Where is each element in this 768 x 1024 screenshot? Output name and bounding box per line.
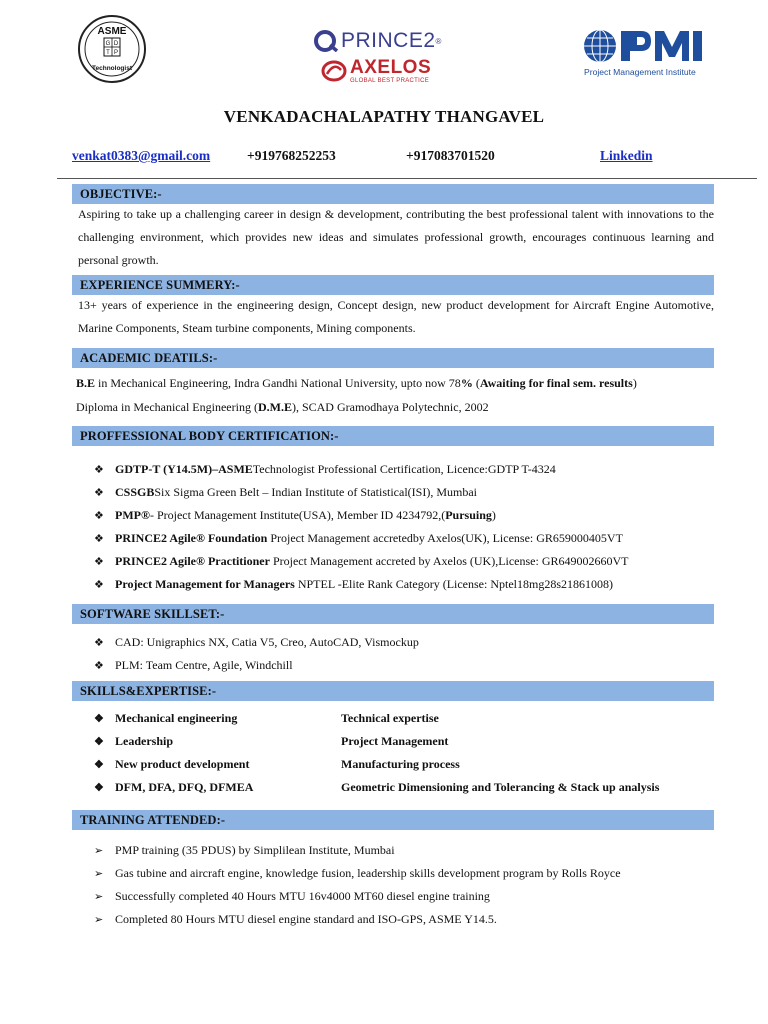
asme-logo: [77, 14, 147, 84]
list-item: [94, 462, 629, 485]
diamond-bullet-icon: ❖: [94, 782, 104, 794]
section-title: ACADEMIC DEATILS:-: [80, 351, 218, 365]
software-list: [94, 635, 419, 681]
software-item: CAD: Unigraphics NX, Catia V5, Creo, AutoCAD, Vismockup: [115, 635, 419, 649]
diamond-bullet-icon: ❖: [94, 510, 104, 522]
arrow-bullet-icon: ➢: [94, 868, 104, 880]
experience-text: 13+ years of experience in the engineering design, Concept design, new product development for Aircraft Engine Automotive, Marine Components, Steam turbine components, Mining components.: [78, 298, 714, 335]
section-title: TRAINING ATTENDED:-: [80, 813, 226, 827]
list-item: [94, 577, 629, 600]
diploma-rest: ), SCAD Gramodhaya Polytechnic, 2002: [291, 400, 489, 414]
diamond-bullet-icon: ❖: [94, 637, 104, 649]
arrow-bullet-icon: ➢: [94, 845, 104, 857]
cert-detail: Six Sigma Green Belt – Indian Institute of Statistical(ISI), Mumbai: [154, 485, 477, 499]
list-item: [94, 866, 621, 889]
list-item: [94, 485, 629, 508]
section-objective: [72, 184, 714, 204]
training-item: Successfully completed 40 Hours MTU 16v4000 MT60 diesel engine training: [115, 889, 490, 903]
skills-grid: [94, 711, 714, 803]
diamond-bullet-icon: ❖: [94, 464, 104, 476]
axelos-subtext: GLOBAL BEST PRACTICE: [350, 78, 430, 84]
diamond-bullet-icon: ❖: [94, 736, 104, 748]
skill-right: Project Management: [341, 734, 449, 748]
be-degree: B.E: [76, 376, 96, 390]
skill-left: Leadership: [115, 734, 174, 748]
cert-detail: NPTEL -Elite Rank Category (License: Nptel18mg28s21861008): [294, 577, 614, 591]
skill-right: Manufacturing process: [341, 757, 460, 771]
phone-primary: +919768252253: [247, 148, 336, 163]
section-certification: [72, 426, 714, 446]
section-software: [72, 604, 714, 624]
linkedin-link[interactable]: Linkedin: [600, 148, 653, 163]
axelos-logo: [321, 58, 431, 84]
diamond-bullet-icon: ❖: [94, 487, 104, 499]
cert-status: Pursuing: [445, 508, 492, 522]
training-item: Completed 80 Hours MTU diesel engine standard and ISO-GPS, ASME Y14.5.: [115, 912, 497, 926]
arrow-bullet-icon: ➢: [94, 914, 104, 926]
training-item: Gas tubine and aircraft engine, knowledge fusion, leadership skills development program by Rolls Royce: [115, 866, 621, 880]
be-percent: %: [460, 376, 473, 390]
asme-logo-g: G: [105, 41, 111, 47]
skills-row: [94, 711, 714, 734]
cert-detail: - Project Management Institute(USA), Member ID 4234792,(: [149, 508, 446, 522]
section-skills: [72, 681, 714, 701]
section-academic: [72, 348, 714, 368]
be-open-paren: (: [472, 376, 480, 390]
section-title: EXPERIENCE SUMMERY:-: [80, 278, 240, 292]
list-item: [94, 843, 621, 866]
section-training: [72, 810, 714, 830]
header-divider: [57, 178, 757, 179]
list-item: [94, 531, 629, 554]
prince2-logo: [313, 28, 441, 54]
asme-logo-p: P: [113, 50, 119, 56]
contact-row: [0, 148, 768, 168]
email-link[interactable]: venkat0383@gmail.com: [72, 148, 211, 163]
diploma-text: Diploma in Mechanical Engineering (: [76, 400, 258, 414]
diamond-bullet-icon: ❖: [94, 759, 104, 771]
section-experience: [72, 275, 714, 295]
asme-logo-d: D: [113, 41, 119, 47]
prince2-mark: ®: [435, 36, 442, 46]
candidate-name: VENKADACHALAPATHY THANGAVEL: [223, 107, 545, 126]
diamond-bullet-icon: ❖: [94, 579, 104, 591]
skill-left: New product development: [115, 757, 250, 771]
diamond-bullet-icon: ❖: [94, 533, 104, 545]
asme-logo-t: T: [106, 50, 110, 56]
skill-left: DFM, DFA, DFQ, DFMEA: [115, 780, 254, 794]
cert-tail: ): [491, 508, 496, 522]
training-list: [94, 843, 621, 935]
diamond-bullet-icon: ❖: [94, 660, 104, 672]
list-item: [94, 658, 419, 681]
cert-title: GDTP-T (Y14.5M)–ASME: [115, 462, 253, 476]
list-item: [94, 889, 621, 912]
cert-title: PMP®: [115, 508, 150, 522]
be-awaiting: Awaiting for final sem. results: [479, 376, 633, 390]
diploma-abbr: D.M.E: [257, 400, 292, 414]
axelos-text: AXELOS: [350, 57, 432, 78]
axelos-swirl-icon: [321, 60, 347, 82]
academic-be: [76, 376, 637, 391]
arrow-bullet-icon: ➢: [94, 891, 104, 903]
section-title: OBJECTIVE:-: [80, 187, 162, 201]
skill-left: Mechanical engineering: [115, 711, 238, 725]
pmi-subtext: Project Management Institute: [584, 67, 696, 77]
be-details: in Mechanical Engineering, Indra Gandhi National University, upto now 78: [95, 376, 461, 390]
software-item: PLM: Team Centre, Agile, Windchill: [115, 658, 293, 672]
asme-logo-top: ASME: [97, 26, 127, 37]
training-item: PMP training (35 PDUS) by Simplilean Institute, Mumbai: [115, 843, 395, 857]
certification-list: [94, 462, 629, 600]
diamond-bullet-icon: ❖: [94, 713, 104, 725]
list-item: [94, 912, 621, 935]
objective-text: Aspiring to take up a challenging career in design & development, contributing the best professional talent with innovations to the challenging environment, which provides new ideas and simulates professional growth, encourages continuous learning and personal growth.: [78, 207, 714, 267]
skills-row: [94, 780, 714, 803]
list-item: [94, 508, 629, 531]
prince2-text: PRINCE2: [341, 29, 436, 52]
skill-right: Geometric Dimensioning and Tolerancing & Stack up analysis: [341, 780, 660, 794]
logo-strip: [0, 0, 768, 100]
skill-right: Technical expertise: [341, 711, 439, 725]
skills-row: [94, 757, 714, 780]
section-title: SKILLS&EXPERTISE:-: [80, 684, 217, 698]
section-title: PROFFESSIONAL BODY CERTIFICATION:-: [80, 429, 339, 443]
cert-detail: Project Management accretedby Axelos(UK), License: GR659000405VT: [267, 531, 623, 545]
cert-detail: Technologist Professional Certification, Licence:GDTP T-4324: [252, 462, 556, 476]
cert-title: PRINCE2 Agile® Foundation: [115, 531, 268, 545]
phone-secondary: +917083701520: [406, 148, 495, 163]
cert-title: CSSGB: [115, 485, 155, 499]
section-title: SOFTWARE SKILLSET:-: [80, 607, 225, 621]
skills-row: [94, 734, 714, 757]
cert-title: PRINCE2 Agile® Practitioner: [115, 554, 270, 568]
be-close-paren: ): [632, 376, 637, 390]
prince2-q-icon: [313, 30, 339, 52]
list-item: [94, 554, 629, 577]
academic-diploma: [76, 400, 489, 415]
cert-detail: Project Management accreted by Axelos (UK),License: GR649002660VT: [269, 554, 629, 568]
asme-logo-bottom: Technologist: [92, 65, 132, 72]
diamond-bullet-icon: ❖: [94, 556, 104, 568]
cert-title: Project Management for Managers: [115, 577, 295, 591]
list-item: [94, 635, 419, 658]
